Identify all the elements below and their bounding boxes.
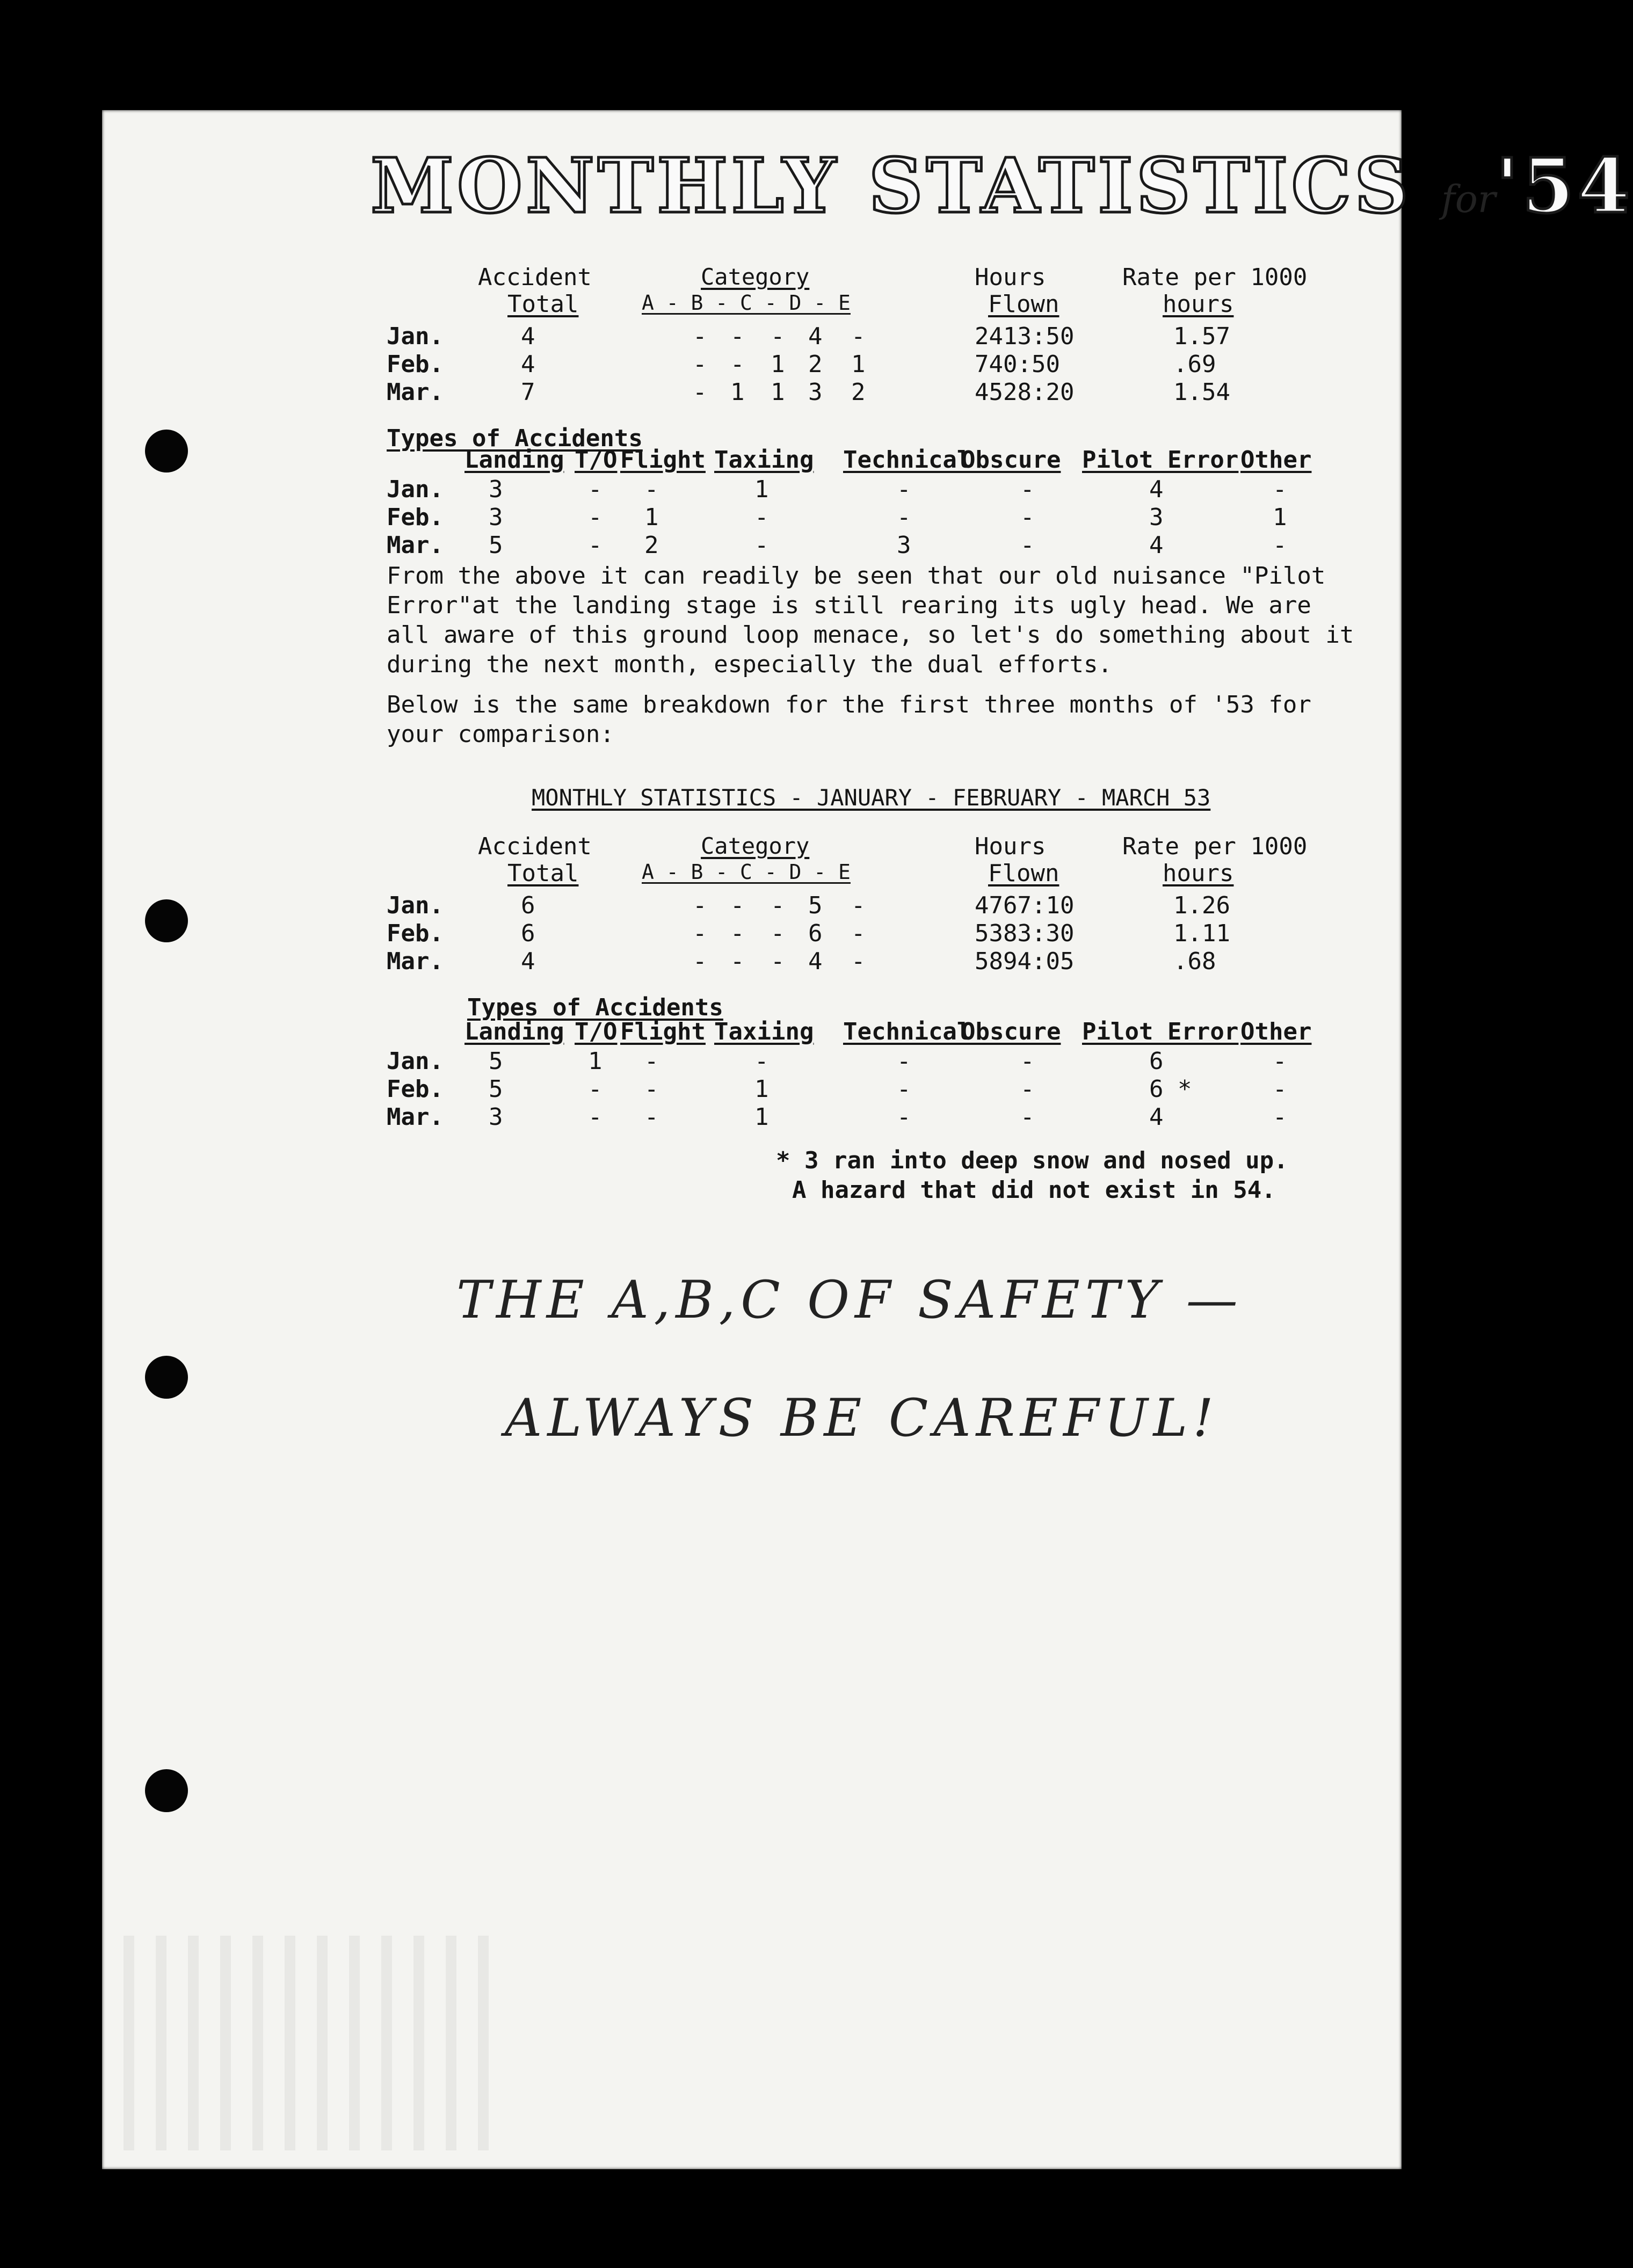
title-main: MONTHLY STATISTICS [371,142,1412,230]
col-per-hours: hours [1163,290,1234,318]
row-month: Feb. [387,920,444,947]
title-year: '54 [1496,142,1633,230]
cell-category-b: - [730,948,745,975]
types-cell: - [1273,1048,1287,1075]
cell-rate: .69 [1173,351,1216,378]
cell-hours-flown: 2413:50 [975,323,1075,350]
col-category-letters: A - B - C - D - E [642,291,851,315]
cell-category-e: - [851,892,866,919]
types-cell: 4 [1149,532,1164,559]
types-col-header: Taxiing [714,1018,814,1045]
types-cell: - [644,1075,659,1103]
subtitle-53: MONTHLY STATISTICS - JANUARY - FEBRUARY - MARCH 53 [532,784,1211,811]
types-cell: 5 [489,1048,503,1075]
safety-slogan-line-1: THE A,B,C OF SAFETY — [456,1270,1243,1330]
col-accident: Accident [478,264,592,291]
col-category-letters: A - B - C - D - E [642,860,851,884]
types-col-header: Other [1240,1018,1312,1045]
types-cell: - [588,1103,603,1131]
cell-category-d: 2 [808,351,823,378]
types-cell: 6 [1149,1048,1164,1075]
safety-slogan-line-2: ALWAYS BE CAREFUL! [505,1388,1219,1448]
row-month: Feb. [387,504,444,531]
cell-category-b: - [730,892,745,919]
types-cell: 2 [644,532,659,559]
binder-hole [145,430,188,473]
col-category: Category [701,833,810,859]
cell-accident-total: 4 [521,323,535,350]
types-cell: 3 [1149,504,1164,531]
cell-category-b: - [730,351,745,378]
cell-category-a: - [693,379,707,406]
cell-category-e: 1 [851,351,866,378]
types-heading-54: Types of Accidents [387,425,643,452]
types-cell: - [897,1103,911,1131]
row-month: Jan. [387,1048,444,1075]
col-hours: Hours [975,833,1046,860]
types-cell: 4 [1149,476,1164,503]
cell-rate: 1.54 [1173,379,1230,406]
types-cell: - [588,532,603,559]
cell-hours-flown: 4767:10 [975,892,1075,919]
types-cell: 3 [489,1103,503,1131]
col-hours: Hours [975,264,1046,291]
types-cell: - [588,476,603,503]
cell-category-a: - [693,323,707,350]
types-cell: - [644,1048,659,1075]
cell-category-a: - [693,892,707,919]
cell-hours-flown: 5383:30 [975,920,1075,947]
types-col-header: Other [1240,446,1312,474]
types-col-header: T/O [575,1018,618,1045]
col-flown: Flown [988,290,1059,318]
types-cell: - [754,532,769,559]
types-cell: - [644,476,659,503]
footnote-line-1: * 3 ran into deep snow and nosed up. [776,1147,1288,1174]
row-month: Mar. [387,379,444,406]
types-col-header: Pilot Error [1082,446,1239,474]
types-cell: - [754,1048,769,1075]
cell-accident-total: 7 [521,379,535,406]
col-rate: Rate per 1000 [1122,833,1308,860]
cell-accident-total: 6 [521,892,535,919]
types-cell: 4 [1149,1103,1164,1131]
types-col-header: Flight [620,446,706,474]
col-flown: Flown [988,860,1059,887]
types-cell: 6 * [1149,1075,1192,1103]
types-col-header: T/O [575,446,618,474]
document-page [102,110,1633,2169]
types-cell: 1 [588,1048,603,1075]
col-total: Total [507,290,579,318]
types-col-header: Pilot Error [1082,1018,1239,1045]
col-total: Total [507,860,579,887]
types-cell: 3 [897,532,911,559]
col-rate: Rate per 1000 [1122,264,1308,291]
binder-hole [145,1356,188,1399]
row-month: Mar. [387,948,444,975]
col-per-hours: hours [1163,860,1234,887]
binder-hole [145,899,188,942]
cell-category-c: - [771,948,785,975]
types-cell: 5 [489,1075,503,1103]
row-month: Jan. [387,476,444,503]
cell-category-c: - [771,323,785,350]
page-title [371,142,1633,230]
cell-category-b: - [730,323,745,350]
types-cell: - [1273,476,1287,503]
types-cell: - [1020,1075,1035,1103]
cell-category-d: 6 [808,920,823,947]
types-cell: 1 [644,504,659,531]
cell-rate: .68 [1173,948,1216,975]
cell-category-b: - [730,920,745,947]
cell-rate: 1.11 [1173,920,1230,947]
cell-category-a: - [693,948,707,975]
cell-category-e: - [851,920,866,947]
types-cell: 1 [754,1103,769,1131]
row-month: Jan. [387,892,444,919]
cell-category-e: - [851,323,866,350]
row-month: Mar. [387,532,444,559]
cell-rate: 1.57 [1173,323,1230,350]
bleed-through-marks [124,1936,499,2150]
cell-accident-total: 4 [521,948,535,975]
types-cell: 1 [754,1075,769,1103]
cell-category-a: - [693,920,707,947]
cell-category-d: 4 [808,948,823,975]
cell-category-e: 2 [851,379,866,406]
cell-hours-flown: 740:50 [975,351,1060,378]
types-cell: - [588,1075,603,1103]
types-cell: - [1020,504,1035,531]
types-cell: - [1020,476,1035,503]
types-col-header: Obscure [961,1018,1061,1045]
cell-category-d: 5 [808,892,823,919]
types-cell: 1 [754,476,769,503]
cell-category-b: 1 [730,379,745,406]
types-cell: - [644,1103,659,1131]
types-cell: 3 [489,476,503,503]
types-cell: - [897,476,911,503]
types-cell: - [1020,532,1035,559]
types-cell: - [1273,532,1287,559]
col-accident: Accident [478,833,592,860]
cell-category-c: - [771,892,785,919]
types-cell: - [897,504,911,531]
types-cell: - [1273,1075,1287,1103]
row-month: Feb. [387,1075,444,1103]
cell-category-c: - [771,920,785,947]
types-col-header: Taxiing [714,446,814,474]
col-category: Category [701,264,810,290]
types-cell: - [1020,1048,1035,1075]
cell-category-c: 1 [771,351,785,378]
types-cell: 5 [489,532,503,559]
types-cell: - [588,504,603,531]
types-cell: - [897,1048,911,1075]
types-cell: - [754,504,769,531]
types-heading-53: Types of Accidents [467,994,723,1021]
types-cell: - [1273,1103,1287,1131]
cell-hours-flown: 5894:05 [975,948,1075,975]
types-col-header: Technical [843,446,971,474]
footnote-line-2: A hazard that did not exist in 54. [792,1176,1276,1204]
cell-rate: 1.26 [1173,892,1230,919]
types-col-header: Flight [620,1018,706,1045]
binder-hole [145,1769,188,1812]
cell-category-c: 1 [771,379,785,406]
types-col-header: Obscure [961,446,1061,474]
cell-category-d: 4 [808,323,823,350]
types-col-header: Technical [843,1018,971,1045]
cell-accident-total: 6 [521,920,535,947]
types-col-header: Landing [465,446,564,474]
paragraph-comparison: Below is the same breakdown for the first three months of '53 for your comparison: [387,691,1311,748]
types-cell: - [897,1075,911,1103]
types-cell: - [1020,1103,1035,1131]
cell-hours-flown: 4528:20 [975,379,1075,406]
row-month: Feb. [387,351,444,378]
cell-category-a: - [693,351,707,378]
types-col-header: Landing [465,1018,564,1045]
row-month: Jan. [387,323,444,350]
row-month: Mar. [387,1103,444,1131]
cell-category-e: - [851,948,866,975]
types-cell: 1 [1273,504,1287,531]
cell-accident-total: 4 [521,351,535,378]
paragraph-analysis: From the above it can readily be seen that our old nuisance "Pilot Error"at the landing stage is still rearing its ugly head. We are all aware of this ground loop menace, so let's do something about it during the next month, especially the dual efforts. [387,562,1354,678]
title-for: for [1441,177,1496,221]
types-cell: 3 [489,504,503,531]
cell-category-d: 3 [808,379,823,406]
